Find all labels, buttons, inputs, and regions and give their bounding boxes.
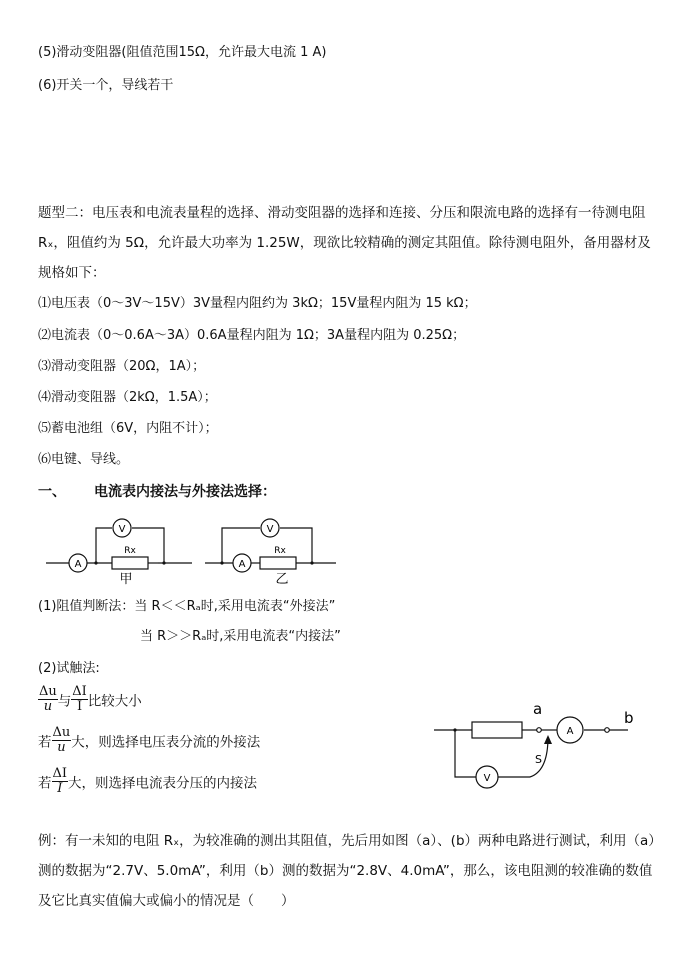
section2-intro: 题型二：电压表和电流表量程的选择、滑动变阻器的选择和连接、分压和限流电路的选择有一待测电阻 Rₓ，阻值约为 5Ω，允许最大功率为 1.25W，现欲比较精确的测定其阻值。除待测电阻外，备用器材及规格如下：: [38, 205, 651, 281]
heading-number: 一、: [38, 484, 66, 500]
jia-voltmeter-label: V: [118, 524, 126, 535]
equipment-item-6: ⑹电键、导线。: [38, 452, 130, 467]
jia-resistor-label: Rx: [124, 546, 136, 556]
frac-denominator: u: [57, 740, 66, 755]
terminal-b-dot: [605, 728, 610, 733]
trial-rule-2: [38, 767, 257, 796]
frac-denominator: u: [43, 699, 53, 714]
fraction-dI-over-I: [71, 685, 88, 714]
circuit-jia-diagram: [40, 512, 200, 588]
rule1-text: 大，则选择电压表分流的外接法: [71, 734, 261, 751]
item-5-rheostat: (5)滑动变阻器(阻值范围15Ω，允许最大电流 1 A): [38, 45, 327, 60]
terminal-a-dot: [537, 728, 542, 733]
equipment-item-2: ⑵电流表（0～0.6A～3A）0.6A量程内阻为 1Ω；3A量程内阻为 0.25Ω；: [38, 328, 466, 343]
yi-voltmeter-label: V: [266, 524, 274, 535]
jia-junction-dot: [94, 561, 97, 564]
frac-numerator: ΔI: [52, 766, 68, 781]
yi-circuit-label: 乙: [275, 572, 289, 587]
rule1-prefix: 若: [38, 734, 52, 751]
yi-junction-dot-2: [310, 561, 313, 564]
fraction-du-over-u: [38, 685, 58, 714]
yi-ammeter-label: A: [238, 559, 246, 570]
jia-ammeter-label: A: [74, 559, 82, 570]
judge-method-line-2: 当 R＞＞Rₐ时,采用电流表“内接法”: [140, 629, 341, 644]
frac-denominator: I: [76, 699, 83, 714]
fraction-dI-over-I-2: [52, 767, 69, 796]
yi-resistor-label: Rx: [274, 546, 286, 556]
trial-rule-1: [38, 726, 260, 755]
compare-end-text: 比较大小: [87, 693, 142, 710]
rule2-text: 大，则选择电流表分压的内接法: [68, 775, 258, 792]
jia-circuit-label: 甲: [119, 572, 133, 587]
example-question: 例：有一未知的电阻 Rₓ，为较准确的测出其阻值，先后用如图（a）、(b）两种电路进行测试，利用（a）测的数据为“2.7V、5.0mA”，利用（b）测的数据为“2.8V、4.0mA”，那么，该电阻测的较准确的数值及它比真实值偏大或偏小的情况是（ ）: [38, 833, 656, 909]
circuit-yi-diagram: [200, 512, 340, 588]
heading-text: 电流表内接法与外接法选择：: [94, 484, 276, 500]
yi-resistor-icon: [260, 557, 296, 569]
yi-junction-dot: [220, 561, 223, 564]
trial-compare-line: [38, 685, 142, 714]
terminal-a-label: a: [533, 700, 543, 718]
frac-numerator: Δu: [52, 725, 71, 740]
heading-ammeter-connection: [38, 481, 276, 501]
trial-junction-dot: [453, 728, 456, 731]
trial-circuit-diagram: [430, 695, 650, 795]
frac-numerator: Δu: [39, 684, 57, 699]
equipment-item-4: ⑷滑动变阻器（2kΩ，1.5A）；: [38, 390, 217, 405]
equipment-item-1: ⑴电压表（0～3V～15V）3V量程内阻约为 3kΩ；15V量程内阻为 15 kΩ；: [38, 296, 477, 311]
equipment-item-3: ⑶滑动变阻器（20Ω，1A）；: [38, 359, 206, 374]
switch-arrow-icon: [544, 735, 552, 744]
trial-resistor-icon: [472, 722, 522, 738]
trial-voltmeter-label: V: [483, 773, 491, 784]
frac-numerator: ΔI: [72, 684, 87, 699]
terminal-b-label: b: [624, 709, 634, 727]
rule2-prefix: 若: [38, 775, 52, 792]
equipment-item-5: ⑸蓄电池组（6V，内阻不计）；: [38, 421, 218, 436]
trial-ammeter-label: A: [566, 726, 574, 737]
judge-method-line-1: (1)阻值判断法：当 R＜＜Rₐ时,采用电流表“外接法”: [38, 599, 336, 614]
jia-resistor-icon: [112, 557, 148, 569]
fraction-du-over-u-2: [52, 726, 72, 755]
trial-method-title: (2)试触法:: [38, 661, 100, 676]
compare-mid-text: 与: [57, 693, 72, 710]
switch-s-label: S: [535, 753, 542, 766]
frac-denominator: I: [57, 781, 63, 796]
jia-junction-dot-2: [162, 561, 165, 564]
item-6-switch: (6)开关一个，导线若干: [38, 78, 174, 93]
